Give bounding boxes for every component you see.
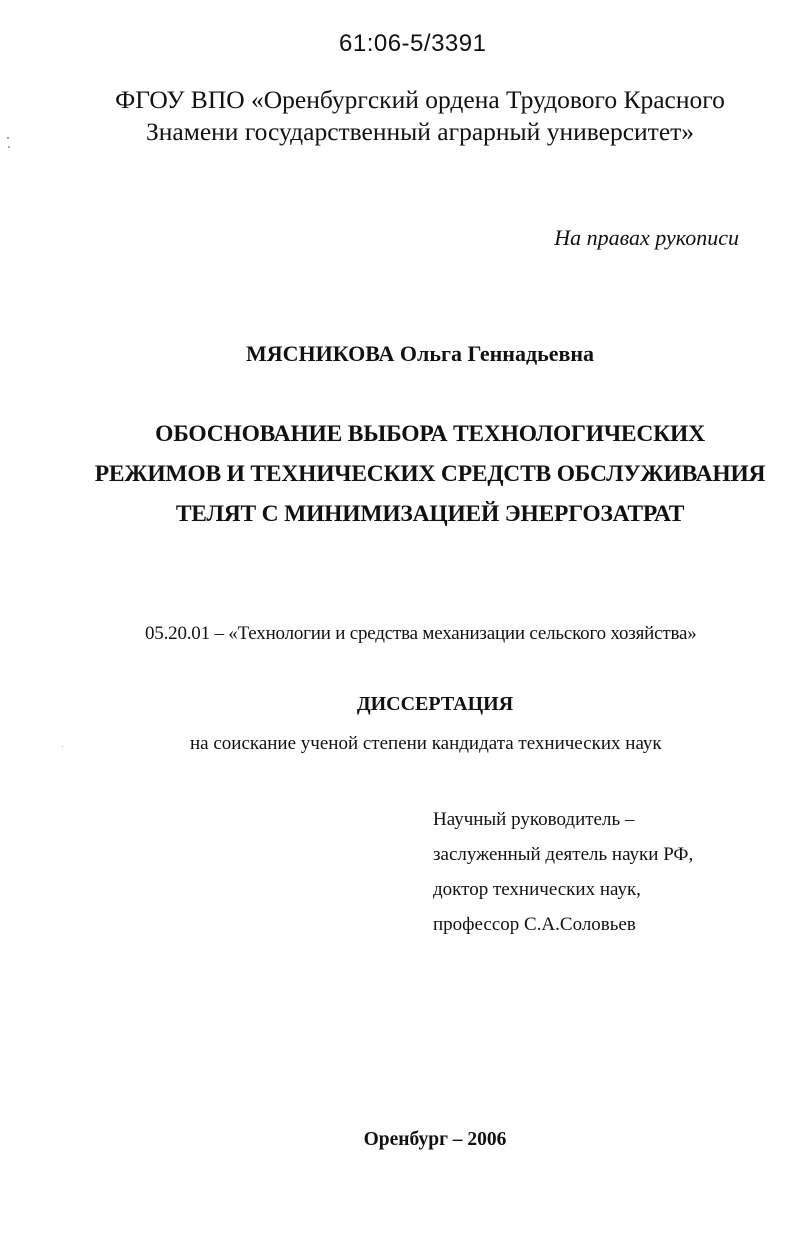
document-type: ДИССЕРТАЦИЯ	[356, 693, 514, 715]
institution-line-2: Знамени государственный аграрный университет»	[145, 117, 695, 146]
scan-speck	[8, 146, 10, 148]
supervisor-line-1: Научный руководитель –	[433, 809, 635, 830]
dissertation-title	[60, 414, 798, 534]
author-given-names: Ольга Геннадьевна	[399, 341, 595, 366]
title-line-1: ОБОСНОВАНИЕ ВЫБОРА ТЕХНОЛОГИЧЕСКИХ	[155, 421, 705, 447]
catalog-number: 61:06-5/3391	[339, 30, 487, 57]
author-surname: МЯСНИКОВА	[245, 341, 395, 366]
title-line-2: РЕЖИМОВ И ТЕХНИЧЕСКИХ СРЕДСТВ ОБСЛУЖИВАНИЯ	[94, 461, 766, 487]
scan-speck	[62, 746, 63, 747]
supervisor-line-2: заслуженный деятель науки РФ,	[433, 844, 694, 865]
degree-statement: на соискание ученой степени кандидата технических наук	[190, 733, 662, 754]
scan-speck	[7, 137, 9, 139]
supervisor-line-3: доктор технических наук,	[433, 879, 641, 900]
institution-name	[60, 84, 780, 148]
author-name	[60, 341, 780, 367]
place-and-year: Оренбург – 2006	[363, 1129, 507, 1150]
supervisor-line-4: профессор С.А.Соловьев	[433, 914, 636, 935]
institution-line-1: ФГОУ ВПО «Оренбургский ордена Трудового Красного	[115, 85, 725, 114]
specialty-code: 05.20.01 – «Технологии и средства механизации сельского хозяйства»	[145, 623, 697, 644]
title-line-3: ТЕЛЯТ С МИНИМИЗАЦИЕЙ ЭНЕРГОЗАТРАТ	[175, 501, 685, 527]
rights-note: На правах рукописи	[554, 225, 739, 250]
supervisor-block	[433, 802, 693, 942]
